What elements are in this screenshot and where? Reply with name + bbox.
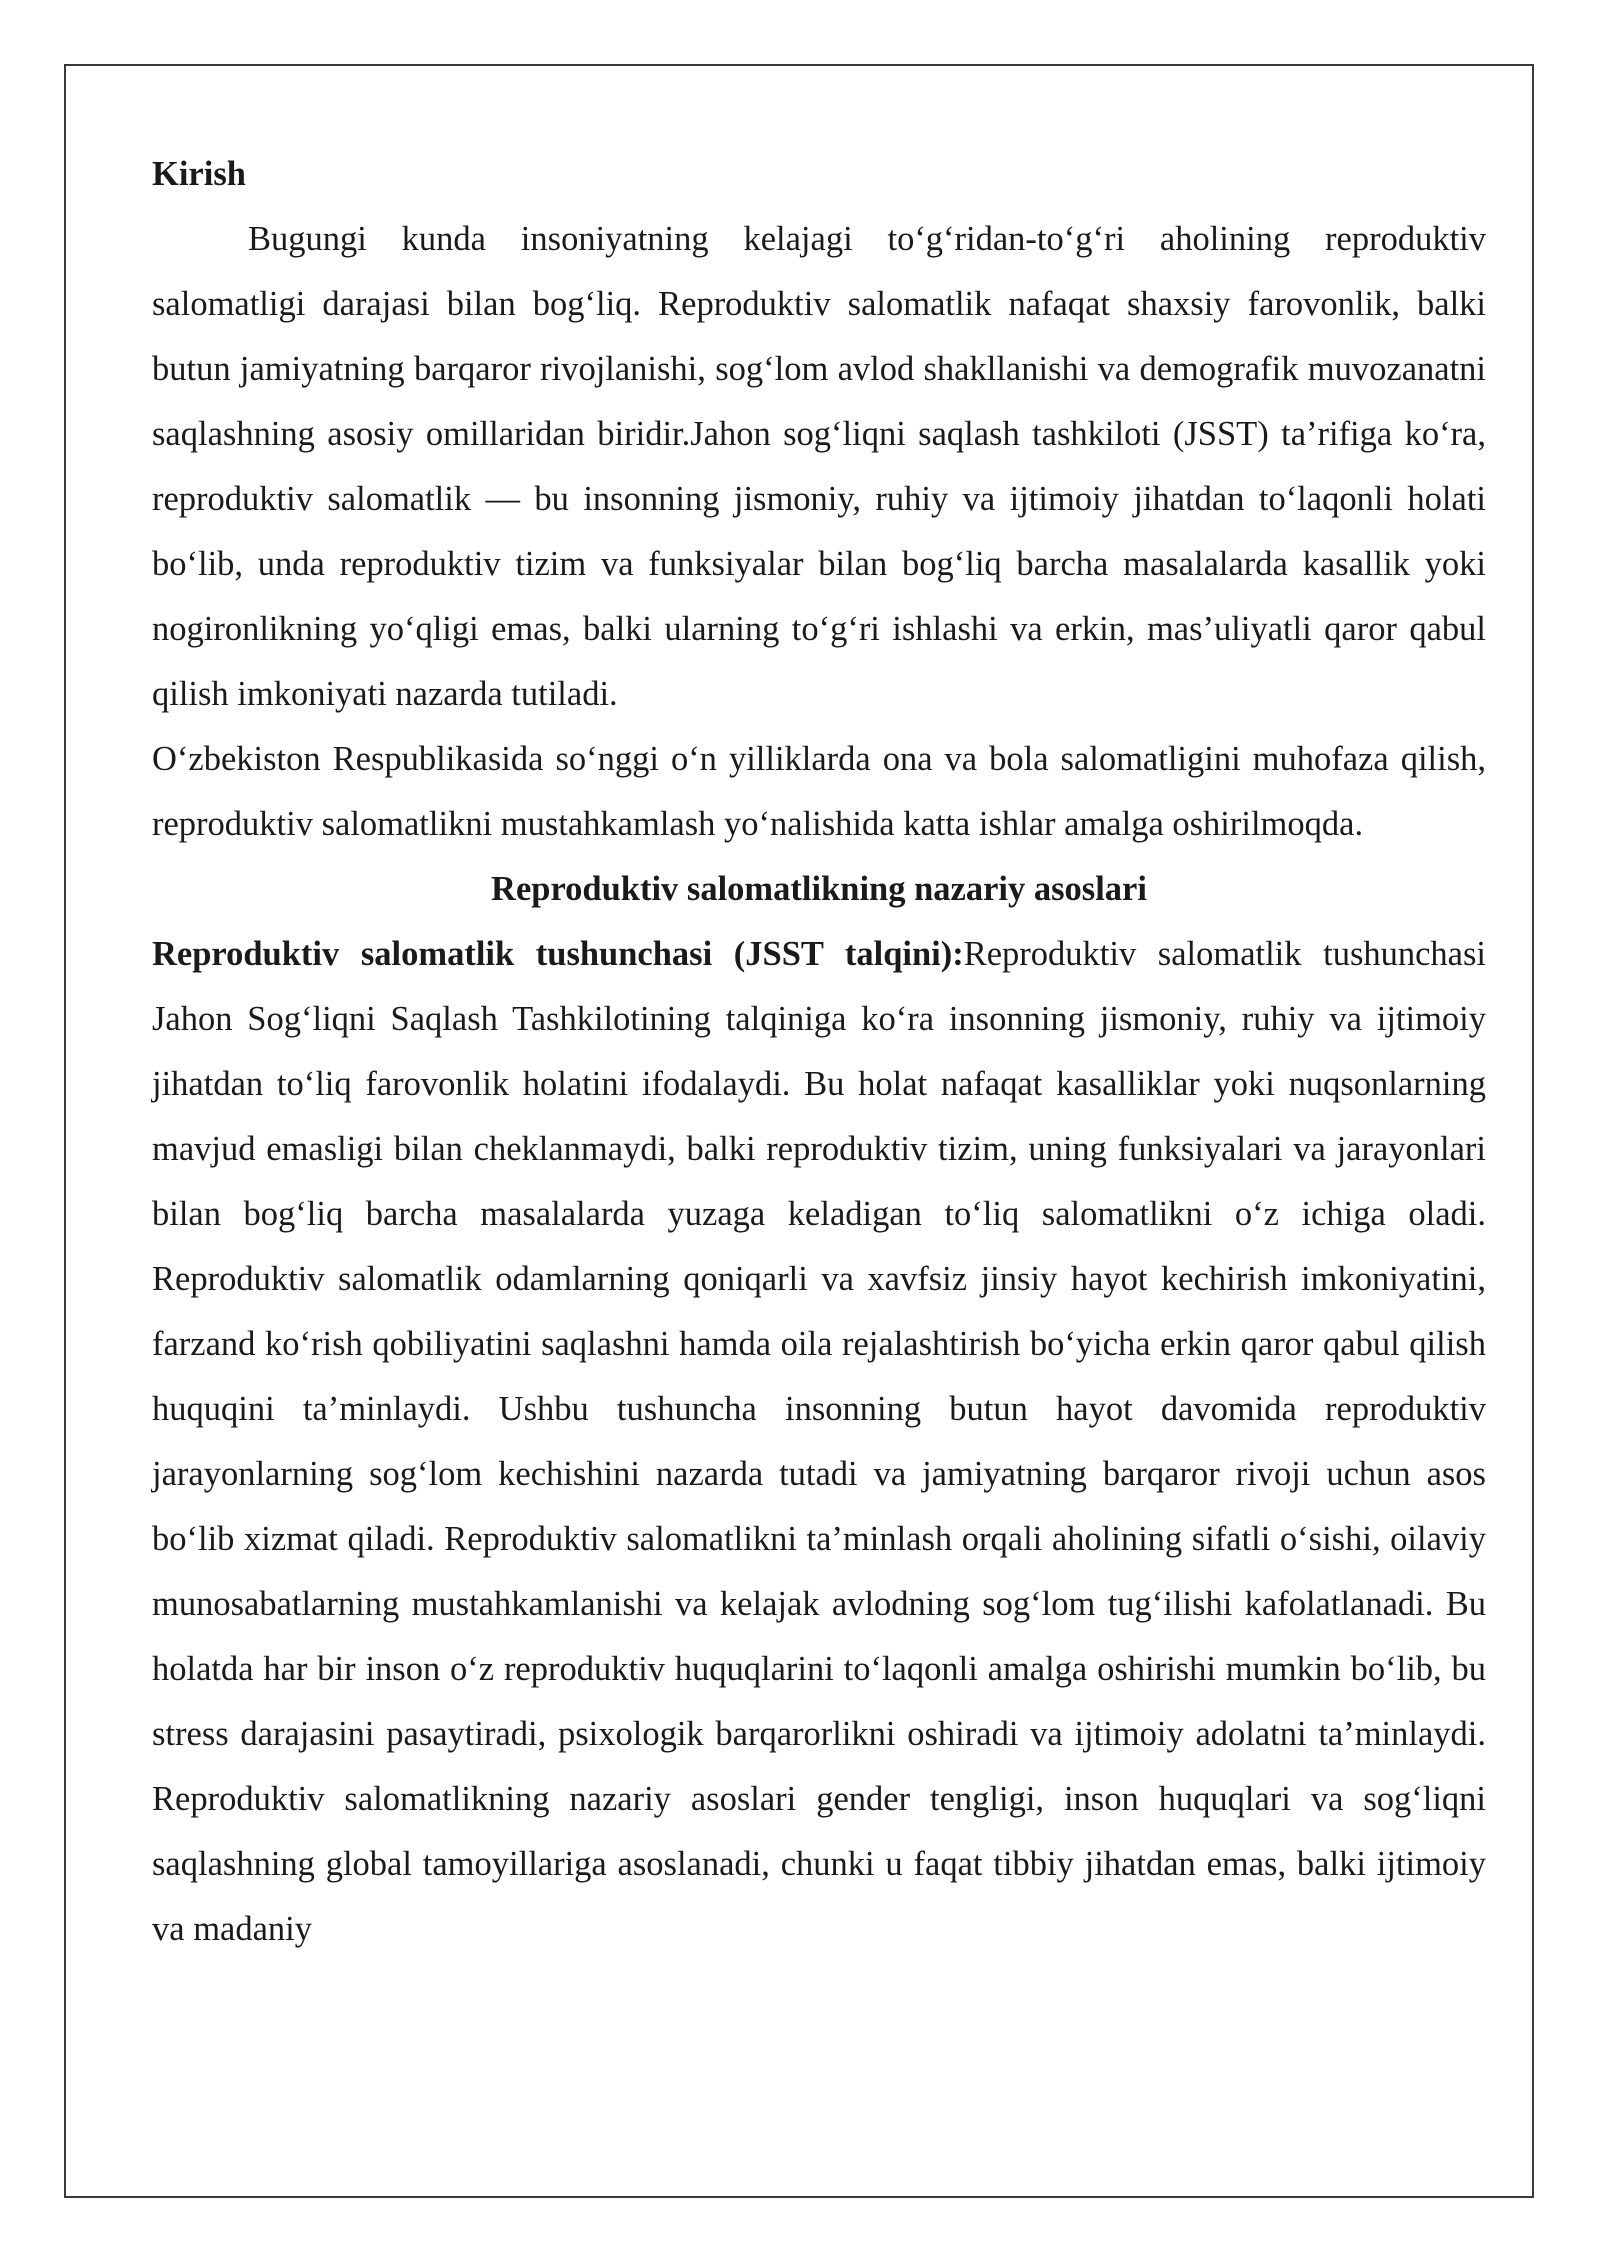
concept-body: Reproduktiv salomatlik tushunchasi Jahon Sog‘liqni Saqlash Tashkilotining talqiniga ko‘ra insonning jismoniy, ruhiy va ijtimoiy jihatdan to‘liq farovonlik holatini ifodalaydi. Bu holat nafaqat kasalliklar yoki nuqsonlarning mavjud emasligi bilan cheklanmaydi, balki reproduktiv tizim, uning funksiyalari va jarayonlari bilan bog‘liq barcha masalalarda yuzaga keladigan to‘liq salomatlikni o‘z ichiga oladi. Reproduktiv salomatlik odamlarning qoniqarli va xavfsiz jinsiy hayot kechirish imkoniyatini, farzand ko‘rish qobiliyatini saqlashni hamda oila rejalashtirish bo‘yicha erkin qaror qabul qilish huquqini ta’minlaydi. Ushbu tushuncha insonning butun hayot davomida reproduktiv jarayonlarning sog‘lom kechishini nazarda tutadi va jamiyatning barqaror rivoji uchun asos bo‘lib xizmat qiladi. Reproduktiv salomatlikni ta’minlash orqali aholining sifatli o‘sishi, oilaviy munosabatlarning mustahkamlanishi va kelajak avlodning sog‘lom tug‘ilishi kafolatlanadi. Bu holatda har bir inson o‘z reproduktiv huquqlarini to‘laqonli amalga oshirishi mumkin bo‘lib, bu stress darajasini pasaytiradi, psixologik barqarorlikni oshiradi va ijtimoiy adolatni ta’minlaydi. Reproduktiv salomatlikning nazariy asoslari gender tengligi, inson huquqlari va sog‘liqni saqlashning global tamoyillariga asoslanadi, chunki u faqat tibbiy jihatdan emas, balki ijtimoiy va madaniy — [152, 935, 1487, 1948]
uzbekistan-paragraph: O‘zbekiston Respublikasida so‘nggi o‘n yilliklarda ona va bola salomatligini muhofaza qilish, reproduktiv salomatlikni mustahkamlash yo‘nalishida katta ishlar amalga oshirilmoqda. — [152, 740, 1486, 843]
intro-heading: Kirish — [152, 155, 246, 193]
concept-paragraph — [152, 922, 1486, 1962]
section-heading: Reproduktiv salomatlikning nazariy asoslari — [491, 870, 1147, 908]
intro-paragraph: Bugungi kunda insoniyatning kelajagi to‘g‘ridan-to‘g‘ri aholining reproduktiv salomatligi darajasi bilan bog‘liq. Reproduktiv salomatlik nafaqat shaxsiy farovonlik, balki butun jamiyatning barqaror rivojlanishi, sog‘lom avlod shakllanishi va demografik muvozanatni saqlashning asosiy omillaridan biridir.Jahon sog‘liqni saqlash tashkiloti (JSST) ta’rifiga ko‘ra, reproduktiv salomatlik — bu insonning jismoniy, ruhiy va ijtimoiy jihatdan to‘laqonli holati bo‘lib, unda reproduktiv tizim va funksiyalar bilan bog‘liq barcha masalalarda kasallik yoki nogironlikning yo‘qligi emas, balki ularning to‘g‘ri ishlashi va erkin, mas’uliyatli qaror qabul qilish imkoniyati nazarda tutiladi. — [152, 220, 1486, 713]
document-body — [152, 142, 1486, 1962]
concept-lead: Reproduktiv salomatlik tushunchasi (JSST talqini): — [152, 935, 964, 973]
